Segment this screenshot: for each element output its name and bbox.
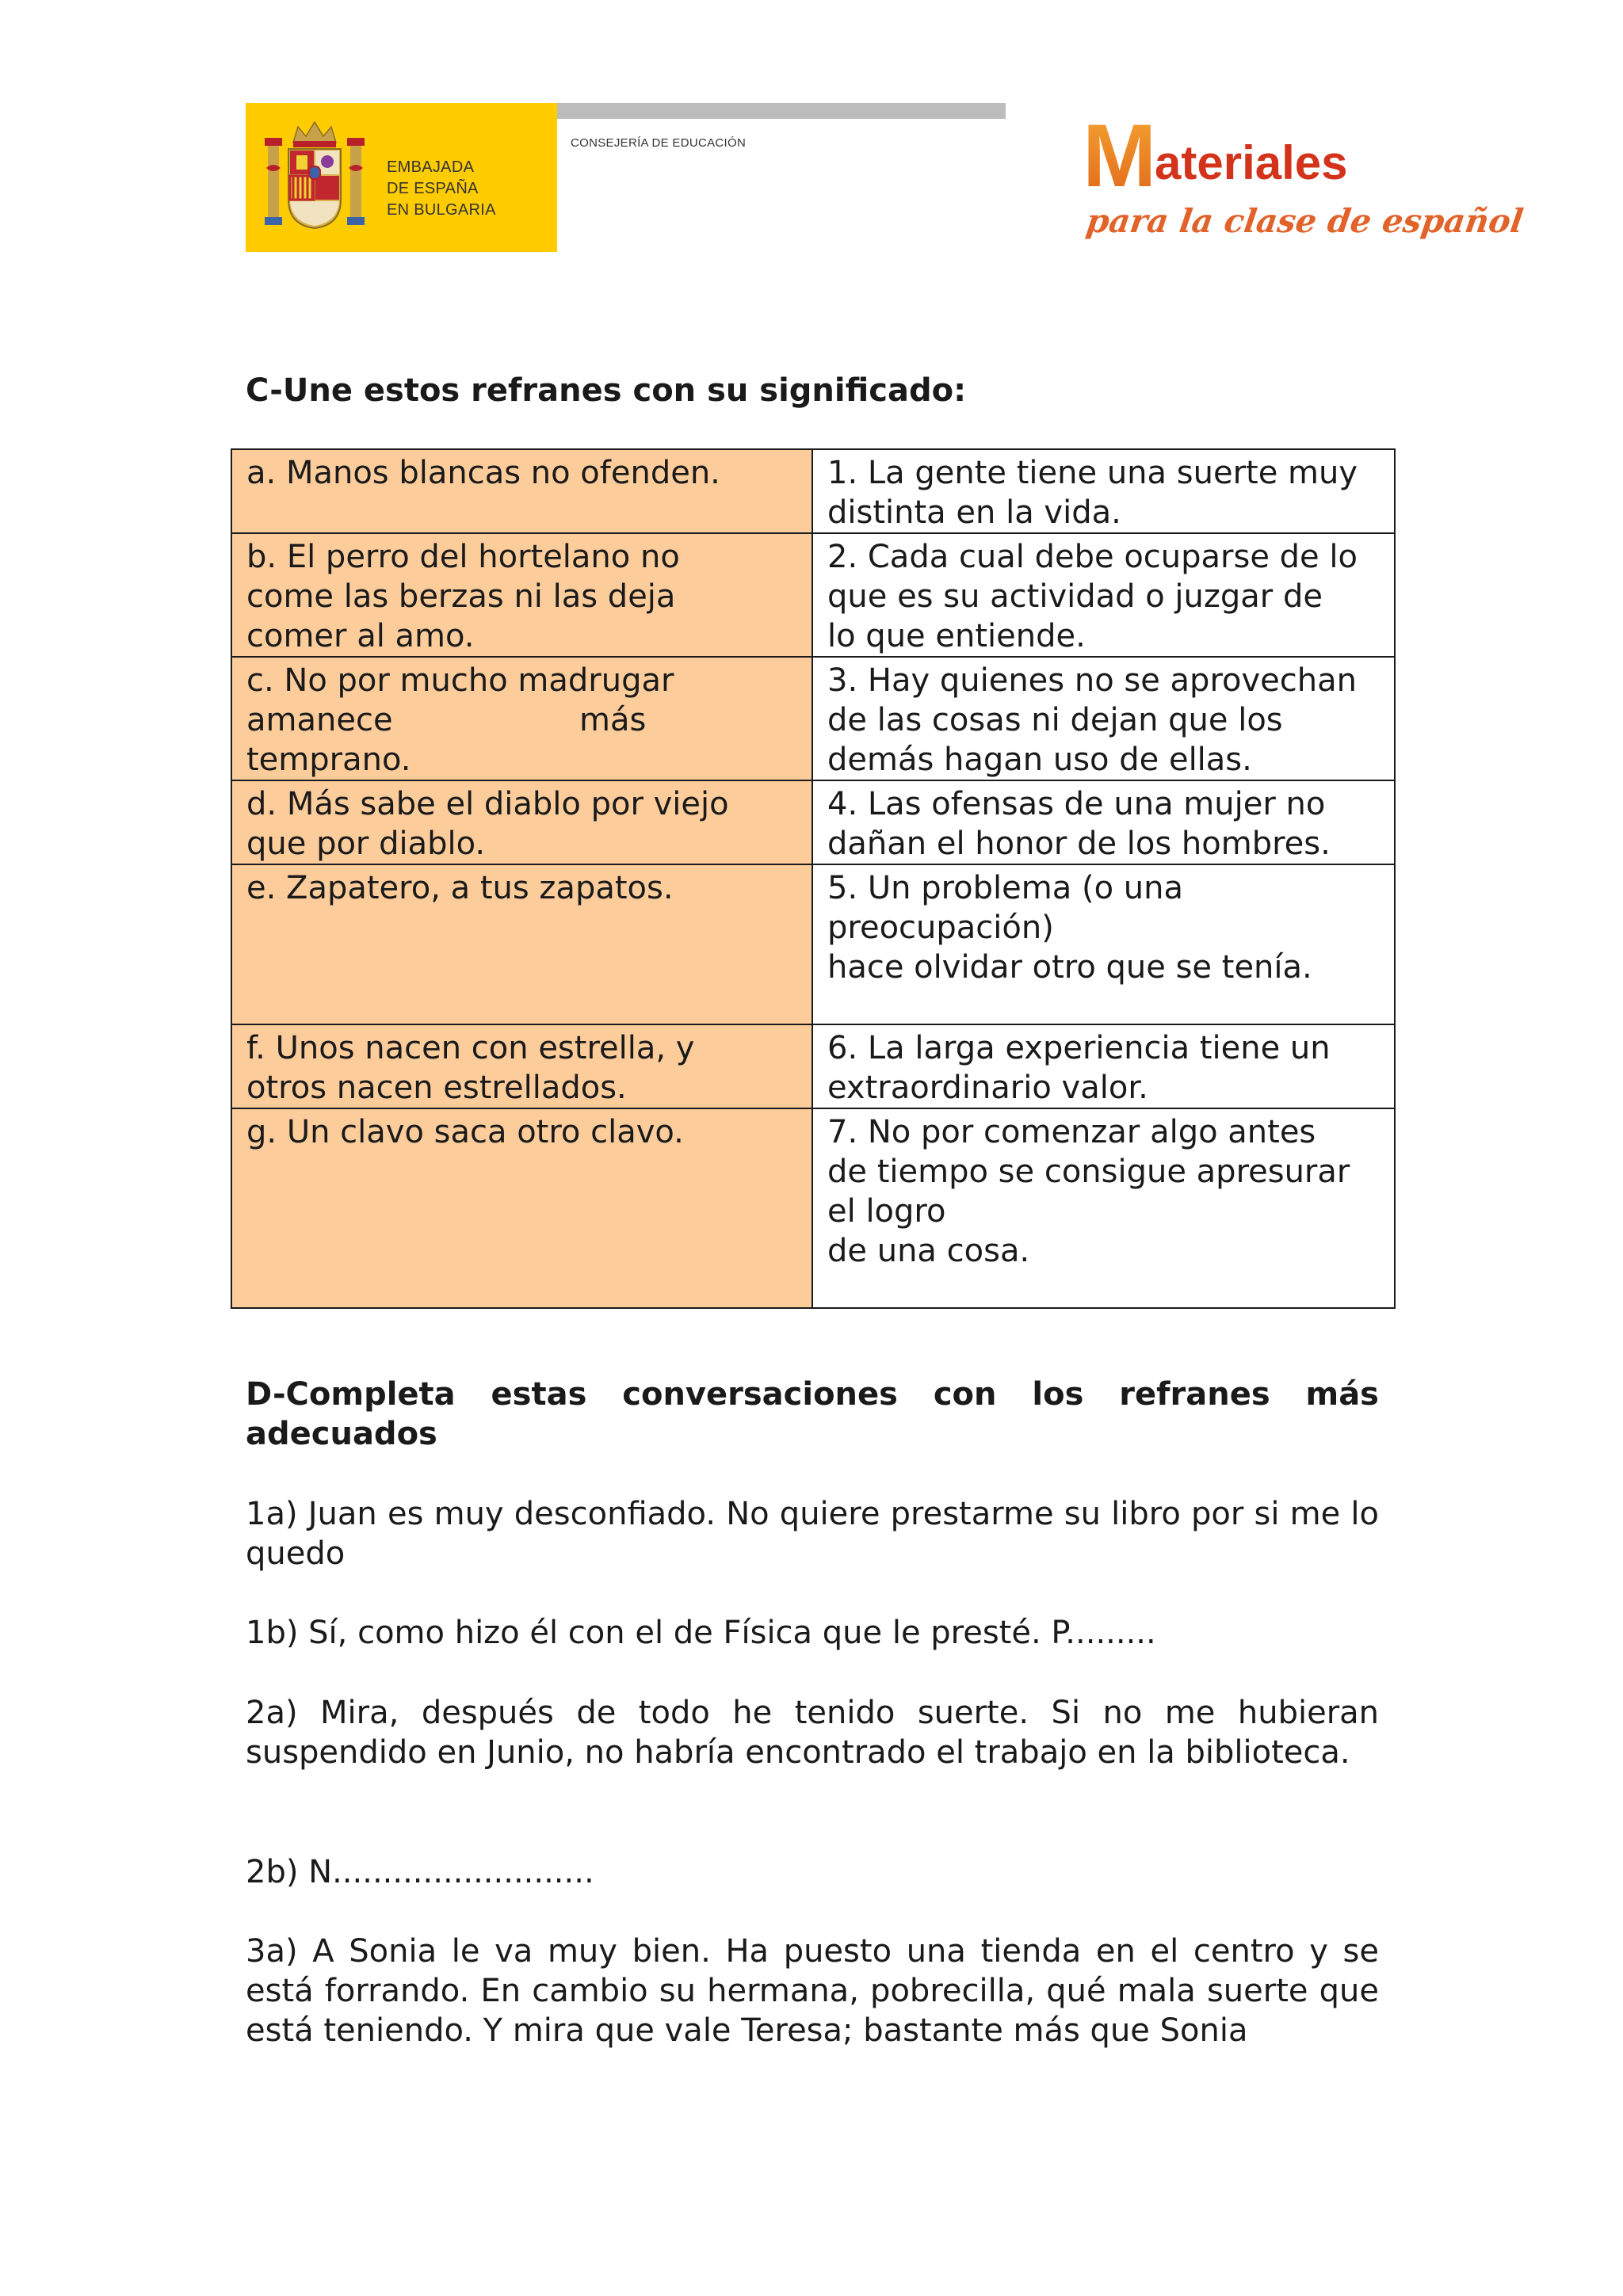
cell-line: lo que entiende. (827, 618, 1086, 654)
cell-line: dañan el honor de los hombres. (827, 826, 1331, 862)
cell-line: 2. Cada cual debe ocuparse de lo (827, 539, 1358, 575)
dialogue-line: 2b) N.......................... (246, 1854, 594, 1890)
logo-word: ateriales (1155, 136, 1348, 189)
cell-line: de una cosa. (827, 1233, 1030, 1269)
embassy-line: DE ESPAÑA (387, 180, 479, 197)
cell-line: c. No por mucho madrugar (246, 662, 674, 699)
cell-line: que es su actividad o juzgar de (827, 578, 1323, 615)
proverb-cell (231, 1108, 812, 1308)
embassy-line: EN BULGARIA (387, 201, 496, 219)
meaning-cell (812, 533, 1395, 657)
cell-line: que por diablo. (246, 826, 486, 862)
logo-big-letter: M (1083, 106, 1157, 205)
proverb-cell (231, 780, 812, 864)
cell-line: amanece (246, 702, 393, 738)
table-row (231, 864, 1395, 1024)
cell-line: más (579, 702, 647, 738)
spain-coat-of-arms-icon (263, 120, 366, 231)
proverb-cell (231, 1024, 812, 1108)
table-row (231, 1024, 1395, 1108)
department-label: CONSEJERÍA DE EDUCACIÓN (571, 136, 747, 150)
cell-line: 5. Un problema (o una (827, 870, 1183, 906)
materiales-logo (1054, 103, 1526, 246)
cell-line: hace olvidar otro que se tenía. (827, 949, 1312, 986)
table-row (231, 780, 1395, 864)
logo-tagline: para la clase de español (1083, 201, 1526, 240)
meaning-cell (812, 449, 1395, 533)
table-row (231, 449, 1395, 533)
cell-line: f. Unos nacen con estrella, y (246, 1030, 695, 1066)
meaning-cell (812, 780, 1395, 864)
cell-line: 3. Hay quienes no se aprovechan (827, 662, 1357, 699)
cell-line: g. Un clavo saca otro clavo. (246, 1114, 684, 1150)
cell-line: temprano. (246, 742, 411, 778)
cell-line: de tiempo se consigue apresurar (827, 1154, 1350, 1190)
cell-line: 4. Las ofensas de una mujer no (827, 786, 1326, 822)
meaning-cell (812, 657, 1395, 780)
cell-line: demás hagan uso de ellas. (827, 742, 1252, 778)
cell-line: 6. La larga experiencia tiene un (827, 1030, 1331, 1066)
proverb-cell (231, 657, 812, 780)
cell-line: el logro (827, 1193, 946, 1230)
embassy-logo-block (246, 103, 557, 252)
dialogue-line: 2a) Mira, después de todo he tenido suerte. Si no me hubieran suspendido en Junio, no habría encontrado el trabajo en la biblioteca. (246, 1695, 1379, 1771)
proverb-cell (231, 449, 812, 533)
embassy-line: EMBAJADA (387, 158, 475, 176)
cell-line: otros nacen estrellados. (246, 1070, 627, 1106)
cell-line: distinta en la vida. (827, 494, 1121, 531)
dialogue-line: 1b) Sí, como hizo él con el de Física que le presté. P......... (246, 1615, 1156, 1651)
cell-line: de las cosas ni dejan que los (827, 702, 1283, 738)
meaning-cell (812, 1024, 1395, 1108)
cell-line: comer al amo. (246, 618, 475, 654)
table-row (231, 1108, 1395, 1308)
cell-line: extraordinario valor. (827, 1070, 1148, 1106)
meaning-cell (812, 864, 1395, 1024)
cell-line: come las berzas ni las deja (246, 578, 676, 615)
cell-line: 1. La gente tiene una suerte muy (827, 455, 1358, 491)
section-c-title: C-Une estos refranes con su significado: (246, 372, 967, 409)
proverb-cell (231, 864, 812, 1024)
cell-line: a. Manos blancas no ofenden. (246, 455, 720, 491)
embassy-name (387, 157, 496, 221)
cell-line: 7. No por comenzar algo antes (827, 1114, 1316, 1150)
cell-line: preocupación) (827, 910, 1054, 946)
cell-line: d. Más sabe el diablo por viejo (246, 786, 729, 822)
table-row (231, 657, 1395, 780)
cell-line: b. El perro del hortelano no (246, 539, 680, 575)
meaning-cell (812, 1108, 1395, 1308)
dialogue-line: 1a) Juan es muy desconfiado. No quiere prestarme su libro por si me lo quedo (246, 1496, 1379, 1572)
cell-line: e. Zapatero, a tus zapatos. (246, 870, 674, 906)
grey-rule (557, 103, 1006, 119)
dialogue-line: 3a) A Sonia le va muy bien. Ha puesto una tienda en el centro y se está forrando. En cambio su hermana, pobrecilla, qué mala suerte que está teniendo. Y mira que vale Teresa; bastante más que Sonia (246, 1933, 1379, 2049)
section-d-title: D-Completa estas conversaciones con los refranes más adecuados (246, 1376, 1379, 1452)
proverb-cell (231, 533, 812, 657)
table-row (231, 533, 1395, 657)
page-header (246, 103, 1526, 254)
proverbs-table (231, 448, 1396, 1309)
